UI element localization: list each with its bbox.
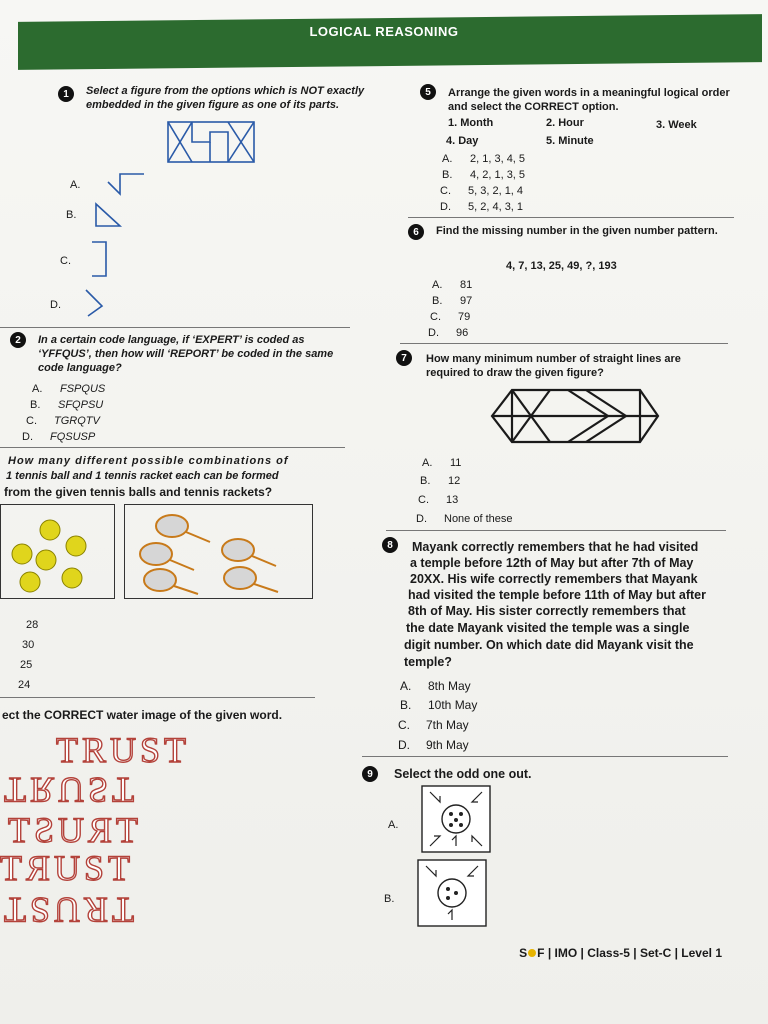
question-8-line-8: temple? [404,655,452,669]
q3-option-b[interactable]: 30 [22,639,35,651]
q4-option-d[interactable]: TRUST [0,890,135,930]
q8-option-c[interactable]: C. 7th May [398,718,469,732]
q3-option-c[interactable]: 25 [20,659,33,671]
page-footer: S F | IMO | Class-5 | Set-C | Level 1 [519,946,722,960]
q1-option-d-figure[interactable] [80,286,110,320]
q2-option-a[interactable]: A. FSPQUS [32,383,106,395]
question-9-text: Select the odd one out. [394,767,532,781]
divider [386,530,726,531]
divider [0,697,315,698]
question-8-line-1: Mayank correctly remembers that he had visited [412,540,699,554]
q5-option-b[interactable]: B. 4, 2, 1, 3, 5 [442,169,526,181]
question-1-text: Select a figure from the options which is NOT exactly embedded in the given figure as one of its parts. [86,85,365,111]
question-number-1: 1 [58,86,74,102]
question-6-text: Find the missing number in the given number pattern. [436,225,718,237]
question-number-6: 6 [408,224,424,240]
question-8-line-7: digit number. On which date did Mayank visit the [404,638,694,652]
q5-word-2: 2. Hour [546,117,584,129]
q6-option-d[interactable]: D. 96 [428,327,469,339]
q4-option-c[interactable]: TЯUST [0,848,135,888]
q9-option-b-figure[interactable] [416,858,490,930]
q9-option-b-label: B. [384,893,395,905]
q6-option-c[interactable]: C. 79 [430,311,471,323]
question-number-8: 8 [382,537,398,553]
q7-option-b[interactable]: B. 12 [420,475,461,487]
question-4-text: ect the CORRECT water image of the given word. [2,708,283,722]
q1-given-figure [166,118,258,168]
q6-option-b[interactable]: B. 97 [432,295,473,307]
question-5-text: Arrange the given words in a meaningful logical order and select the CORRECT option. [448,87,730,113]
lightbulb-icon [528,949,536,957]
q7-option-a[interactable]: A. 11 [422,457,462,469]
q2-option-c[interactable]: C. TGRQTV [26,415,100,427]
question-number-9: 9 [362,766,378,782]
q1-option-b-label: B. [66,209,77,221]
q1-option-a-label: A. [70,179,81,191]
section-header-bar [18,14,762,70]
divider [0,327,350,328]
q6-number-pattern: 4, 7, 13, 25, 49, ?, 193 [506,260,617,272]
q5-word-4: 4. Day [446,135,479,147]
q5-word-1: 1. Month [448,117,494,129]
q8-option-a[interactable]: A. 8th May [400,679,471,693]
question-8-line-3: 20XX. His wife correctly remembers that Mayank [410,572,698,586]
question-3-line-2: 1 tennis ball and 1 tennis racket each can be formed [6,470,279,482]
q5-word-5: 5. Minute [546,135,594,147]
question-number-2: 2 [10,332,26,348]
q1-option-c-label: C. [60,255,71,267]
question-8-line-6: the date Mayank visited the temple was a single [406,621,690,635]
question-7-text: How many minimum number of straight lines are required to draw the given figure? [426,353,681,379]
q4-given-word: TRUST [56,730,191,770]
q1-option-c-figure[interactable] [86,238,116,280]
q4-option-b[interactable]: TRUST [4,810,139,850]
q1-option-d-label: D. [50,299,61,311]
q3-option-d[interactable]: 24 [18,679,31,691]
q3-tennis-rackets-box [124,504,314,600]
question-8-line-2: a temple before 12th of May but after 7th of May [410,556,694,570]
question-2-text: In a certain code language, if ‘EXPERT’ is coded as ‘YFFQUS’, then how will ‘REPORT’ be coded in the same code language? [38,334,334,374]
q7-line-figure [490,386,662,448]
q9-option-a-figure[interactable] [420,784,494,856]
section-title: LOGICAL REASONING [309,24,459,39]
q5-option-d[interactable]: D. 5, 2, 4, 3, 1 [440,201,524,213]
q5-word-3: 3. Week [656,119,697,131]
question-8-line-5: 8th of May. His sister correctly remembers that [408,604,686,618]
divider [400,343,728,344]
q9-option-a-label: A. [388,819,399,831]
q1-option-a-figure[interactable] [104,168,148,198]
divider [362,756,728,757]
q4-option-a[interactable]: TRUST [4,770,139,810]
question-8-line-4: had visited the temple before 11th of May but after [408,588,706,602]
divider [408,217,734,218]
q8-option-b[interactable]: B. 10th May [400,698,478,712]
q3-tennis-balls-box [0,504,120,600]
q2-option-d[interactable]: D. FQSUSP [22,431,96,443]
q8-option-d[interactable]: D. 9th May [398,738,469,752]
question-number-5: 5 [420,84,436,100]
question-3-line-3: from the given tennis balls and tennis rackets? [4,485,273,499]
divider [0,447,345,448]
q3-option-a[interactable]: 28 [26,619,39,631]
q5-option-a[interactable]: A. 2, 1, 3, 4, 5 [442,153,526,165]
question-3-line-1: How many different possible combinations of [8,455,289,467]
q5-option-c[interactable]: C. 5, 3, 2, 1, 4 [440,185,524,197]
q1-option-b-figure[interactable] [92,200,126,230]
question-number-7: 7 [396,350,412,366]
q7-option-c[interactable]: C. 13 [418,494,459,506]
q7-option-d[interactable]: D. None of these [416,513,513,525]
q2-option-b[interactable]: B. SFQPSU [30,399,104,411]
q6-option-a[interactable]: A. 81 [432,279,473,291]
